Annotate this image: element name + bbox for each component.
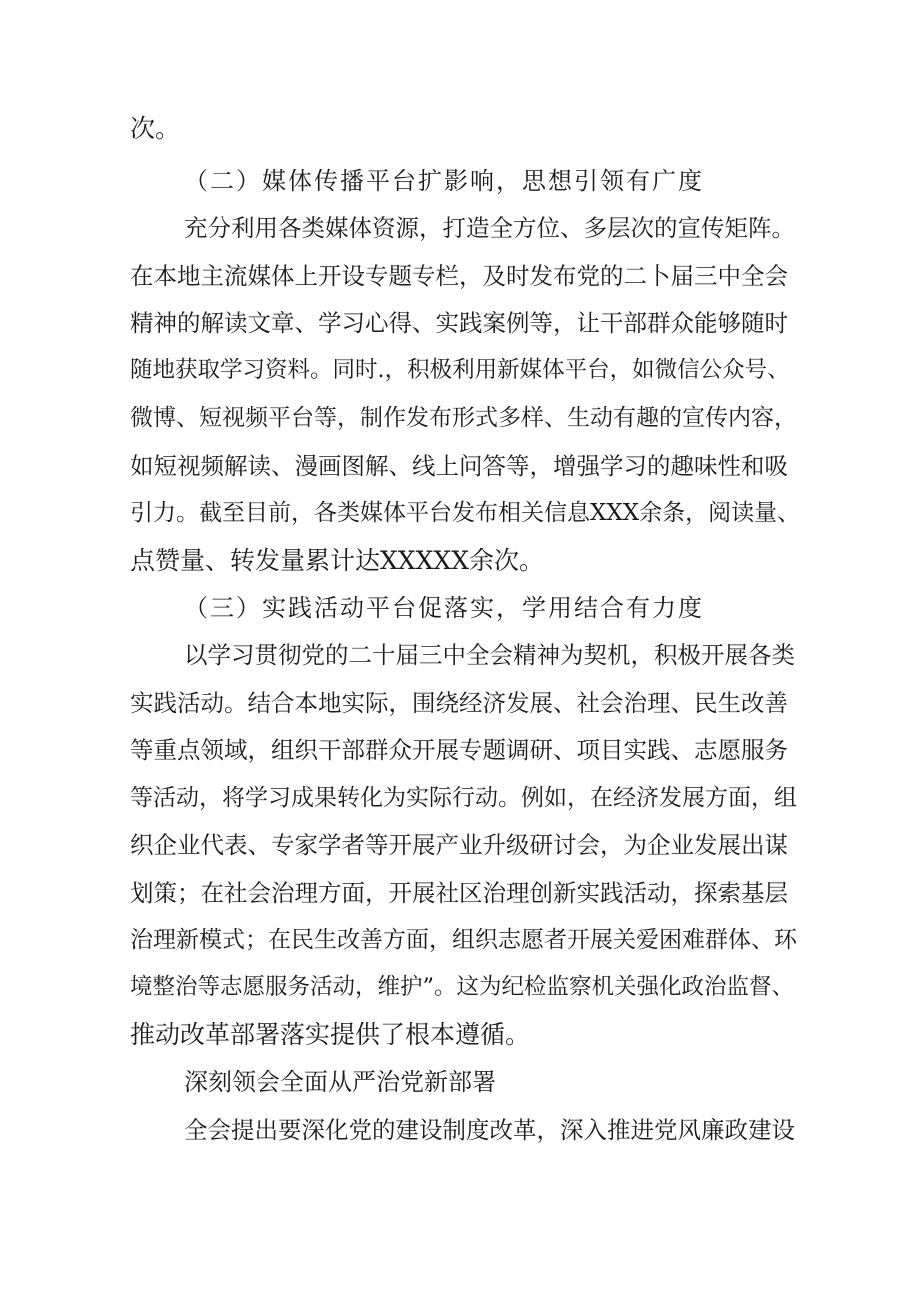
paragraph-line: 在本地主流媒体上开设专题专栏，及时发布党的二卜届三中全会 bbox=[130, 262, 788, 290]
paragraph-line: 推动改革部署落实提供了根本遵循。 bbox=[130, 1020, 531, 1049]
paragraph-line: 如短视频解读、漫画图解、线上问答等，增强学习的趣味性和吸 bbox=[130, 452, 788, 480]
subheading-line: 深刻领会全面从严治党新部署 bbox=[184, 1068, 496, 1096]
paragraph-line: 等活动，将学习成果转化为实际行动。例如，在经济发展方面，组 bbox=[130, 785, 797, 811]
paragraph-line: 点赞量、转发量累计达XXXXX余次。 bbox=[130, 546, 544, 575]
paragraph-line: 以学习贯彻党的二十届三中全会精神为契机，积极开展各类 bbox=[184, 641, 795, 669]
section-heading-media: （二）媒体传播平台扩影响，思想引领有广度 bbox=[184, 167, 704, 195]
paragraph-line: 等重点领域，组织干部群众开展专题调研、项目实践、志愿服务 bbox=[130, 736, 788, 764]
paragraph-line: 织企业代表、专家学者等开展产业升级研讨会，为企业发展出谋 bbox=[130, 831, 788, 859]
paragraph-line: 治理新模式；在民生改善方面，组织志愿者开展关爱困难群体、环 bbox=[130, 927, 797, 953]
paragraph-line: 实践活动。结合本地实际，围绕经济发展、社会治理、民生改善 bbox=[130, 689, 788, 717]
paragraph-line: 境整治等志愿服务活动，维护”。这为纪检监察机关强化政治监督、 bbox=[130, 974, 795, 1000]
paragraph-line: 划策；在社会治理方面，开展社区治理创新实践活动，探索基层 bbox=[130, 879, 788, 907]
paragraph-line: 随地获取学习资料。同时.，积极利用新媒体平台，如微信公众号、 bbox=[130, 357, 790, 383]
paragraph-line: 引力。截至目前，各类媒体平台发布相关信息XXX余条，阅读量、 bbox=[130, 500, 801, 526]
paragraph-line: 微博、短视频平台等，制作发布形式多样、生动有趣的宣传内容， bbox=[130, 405, 797, 431]
paragraph-line: 充分利用各类媒体资源，打造全方位、多层次的宣传矩阵。 bbox=[184, 214, 795, 242]
section-heading-practice: （三）实践活动平台促落实，学用结合有力度 bbox=[184, 594, 704, 622]
paragraph-line: 全会提出要深化党的建设制度改革，深入推进党风廉政建设 bbox=[184, 1116, 795, 1144]
paragraph-line: 次。 bbox=[130, 114, 181, 143]
paragraph-line: 精神的解读文章、学习心得、实践案例等，让干部群众能够随时 bbox=[130, 309, 788, 337]
